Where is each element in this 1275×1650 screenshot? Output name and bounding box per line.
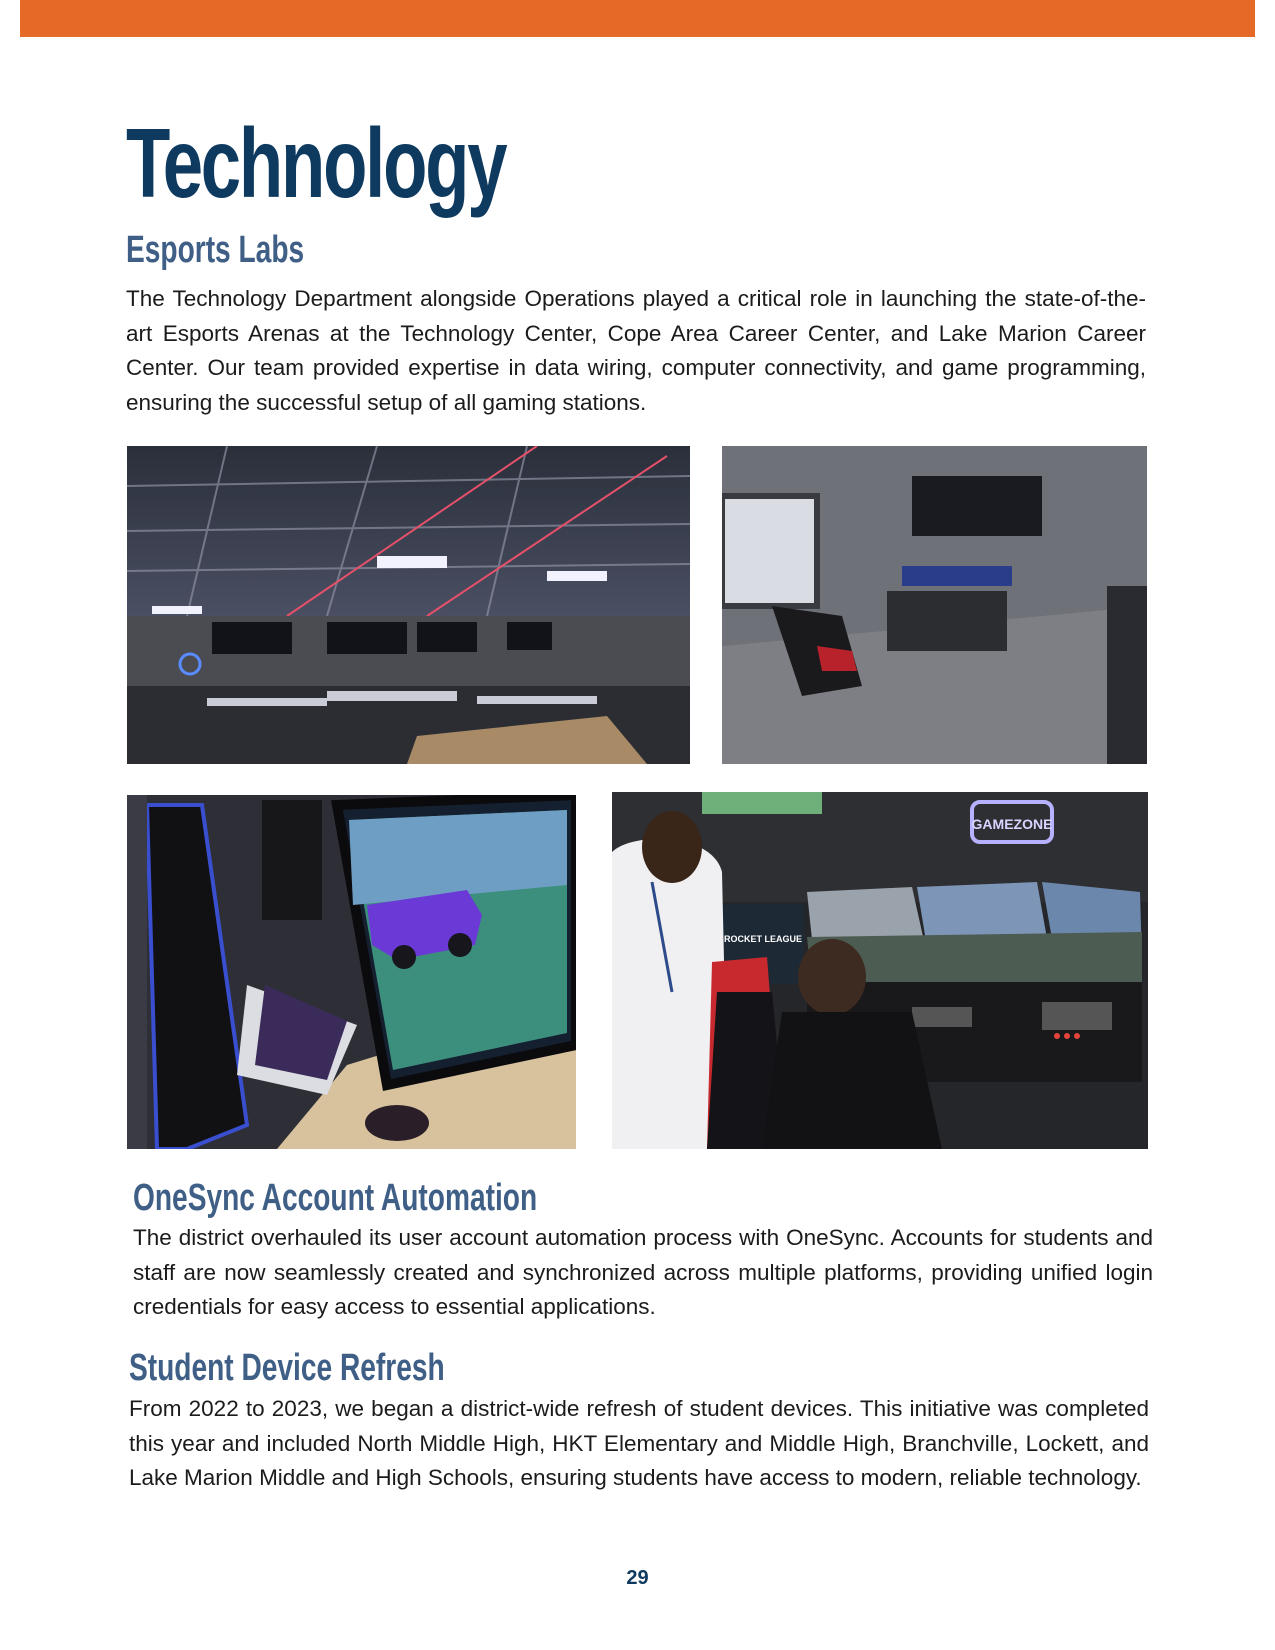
page-title: Technology	[126, 108, 506, 218]
section-heading-device-refresh: Student Device Refresh	[129, 1347, 445, 1389]
gaming-station-photo	[127, 795, 576, 1149]
esports-arena-room-photo	[127, 446, 690, 764]
section-heading-onesync: OneSync Account Automation	[133, 1177, 538, 1219]
game-screen-logo: ROCKET LEAGUE	[723, 934, 803, 944]
section-body-onesync: The district overhauled its user account automation process with OneSync. Accounts for students and staff are now seamlessly created and synchronized across multiple platforms, providing unified login credentials for easy access to essential applications.	[133, 1225, 1153, 1319]
section-body-esports-labs: The Technology Department alongside Operations played a critical role in launching the state-of-the-art Esports Arenas at the Technology Center, Cope Area Career Center, and Lake Marion Career Center. Our team provided expertise in data wiring, computer connectivity, and game programming, ensuring the successful setup of all gaming stations.	[126, 286, 1146, 415]
flight-simulator-photo	[612, 792, 1148, 1149]
neon-sign-text: GAMEZONE	[971, 816, 1053, 832]
section-body-device-refresh: From 2022 to 2023, we began a district-wide refresh of student devices. This initiative was completed this year and included North Middle High, HKT Elementary and Middle High, Branchville, Lockett, and Lake Marion Middle and High Schools, ensuring students have access to modern, reliable technology.	[129, 1396, 1149, 1490]
page-number: 29	[626, 1567, 649, 1589]
racing-simulator-room-photo	[722, 446, 1147, 764]
header-accent-bar	[20, 0, 1255, 37]
section-heading-esports-labs: Esports Labs	[126, 229, 305, 271]
